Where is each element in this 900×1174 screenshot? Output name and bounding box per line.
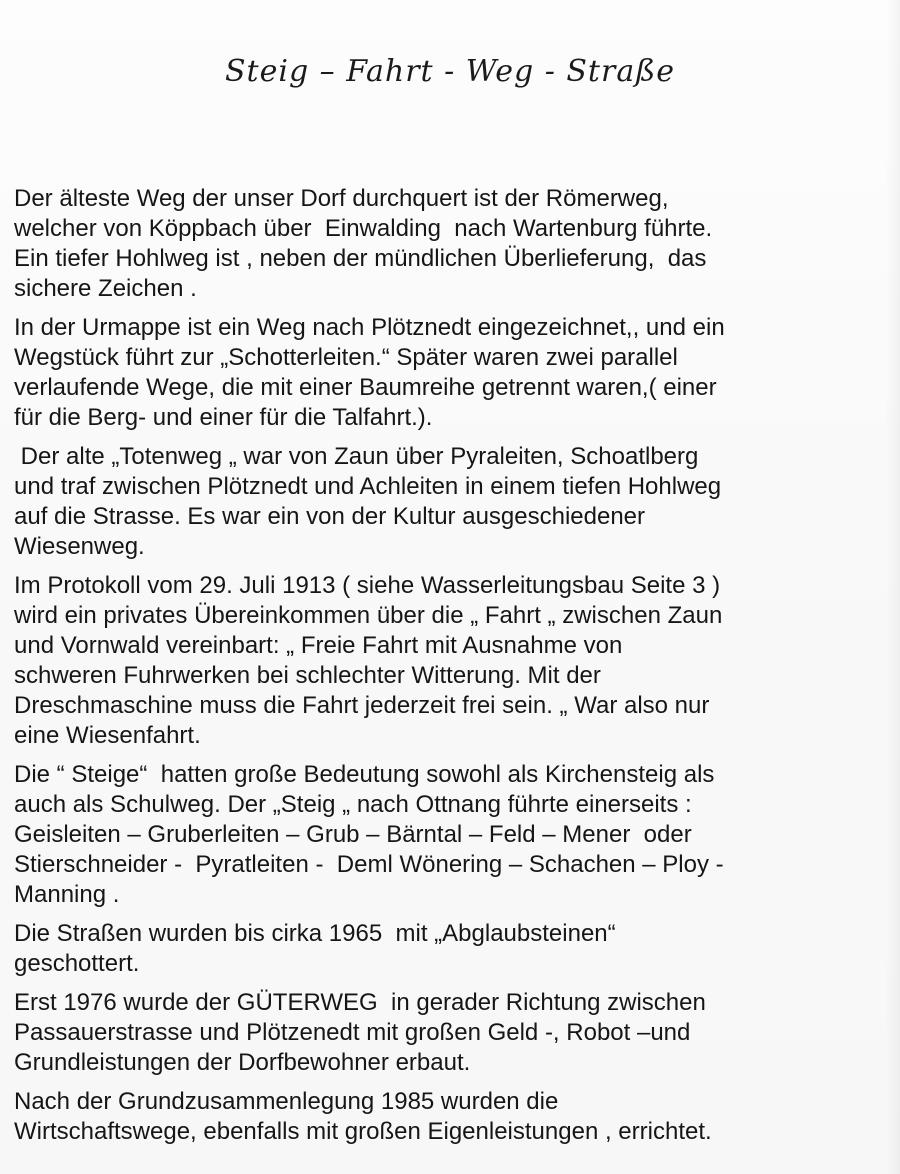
text-line: schweren Fuhrwerken bei schlechter Witterung. Mit der [14, 662, 601, 689]
text-line: Passauerstrasse und Plötzenedt mit großen Geld -, Robot –und [14, 1019, 691, 1046]
text-line: Manning . [14, 881, 120, 908]
text-line: Der älteste Weg der unser Dorf durchquert ist der Römerweg, [14, 185, 669, 212]
text-line: Der alte „Totenweg „ war von Zaun über Pyraleiten, Schoatlberg [14, 443, 699, 470]
text-line: auf die Strasse. Es war ein von der Kultur ausgeschiedener [14, 503, 646, 530]
text-line: Erst 1976 wurde der GÜTERWEG in gerader Richtung zwischen [14, 989, 706, 1016]
page-title: Steig – Fahrt - Weg - Straße [224, 54, 675, 89]
text-line: Stierschneider - Pyratleiten - Deml Wönering – Schachen – Ploy - [14, 851, 724, 878]
text-line: und traf zwischen Plötznedt und Achleiten in einem tiefen Hohlweg [14, 473, 722, 500]
text-line: Geisleiten – Gruberleiten – Grub – Bärntal – Feld – Mener oder [14, 821, 692, 848]
text-line: In der Urmappe ist ein Weg nach Plötznedt eingezeichnet,, und ein [14, 314, 725, 341]
text-line: Grundleistungen der Dorfbewohner erbaut. [14, 1049, 471, 1076]
paragraph [14, 1087, 886, 1147]
scan-edge-shade [886, 0, 900, 1174]
text-line: für die Berg- und einer für die Talfahrt.). [14, 404, 433, 431]
text-line: Wirtschaftswege, ebenfalls mit großen Eigenleistungen , errichtet. [14, 1118, 712, 1145]
paragraph [14, 919, 886, 979]
text-line: Im Protokoll vom 29. Juli 1913 ( siehe Wasserleitungsbau Seite 3 ) [14, 572, 721, 599]
paragraph [14, 571, 886, 751]
text-line: Wegstück führt zur „Schotterleiten.“ Später waren zwei parallel [14, 344, 678, 371]
text-line: Nach der Grundzusammenlegung 1985 wurden die [14, 1088, 559, 1115]
text-line: Ein tiefer Hohlweg ist , neben der mündlichen Überlieferung, das [14, 245, 707, 272]
text-line: wird ein privates Übereinkommen über die „ Fahrt „ zwischen Zaun [14, 602, 723, 629]
paragraph [14, 988, 886, 1078]
text-line: eine Wiesenfahrt. [14, 722, 201, 749]
text-line: Wiesenweg. [14, 533, 145, 560]
text-line: Dreschmaschine muss die Fahrt jederzeit frei sein. „ War also nur [14, 692, 710, 719]
text-line: sichere Zeichen . [14, 275, 197, 302]
text-line: Die “ Steige“ hatten große Bedeutung sowohl als Kirchensteig als [14, 761, 715, 788]
paragraph [14, 313, 886, 433]
text-line: verlaufende Wege, die mit einer Baumreihe getrennt waren,( einer [14, 374, 717, 401]
text-line: und Vornwald vereinbart: „ Freie Fahrt mit Ausnahme von [14, 632, 623, 659]
paragraph [14, 184, 886, 304]
text-line: welcher von Köppbach über Einwalding nach Wartenburg führte. [14, 215, 713, 242]
text-line: auch als Schulweg. Der „Steig „ nach Ottnang führte einerseits : [14, 791, 692, 818]
text-line: geschottert. [14, 950, 140, 977]
text-line: Die Straßen wurden bis cirka 1965 mit „Abglaubsteinen“ [14, 920, 616, 947]
paragraph [14, 760, 886, 910]
paragraph [14, 442, 886, 562]
document-body [14, 184, 886, 1156]
